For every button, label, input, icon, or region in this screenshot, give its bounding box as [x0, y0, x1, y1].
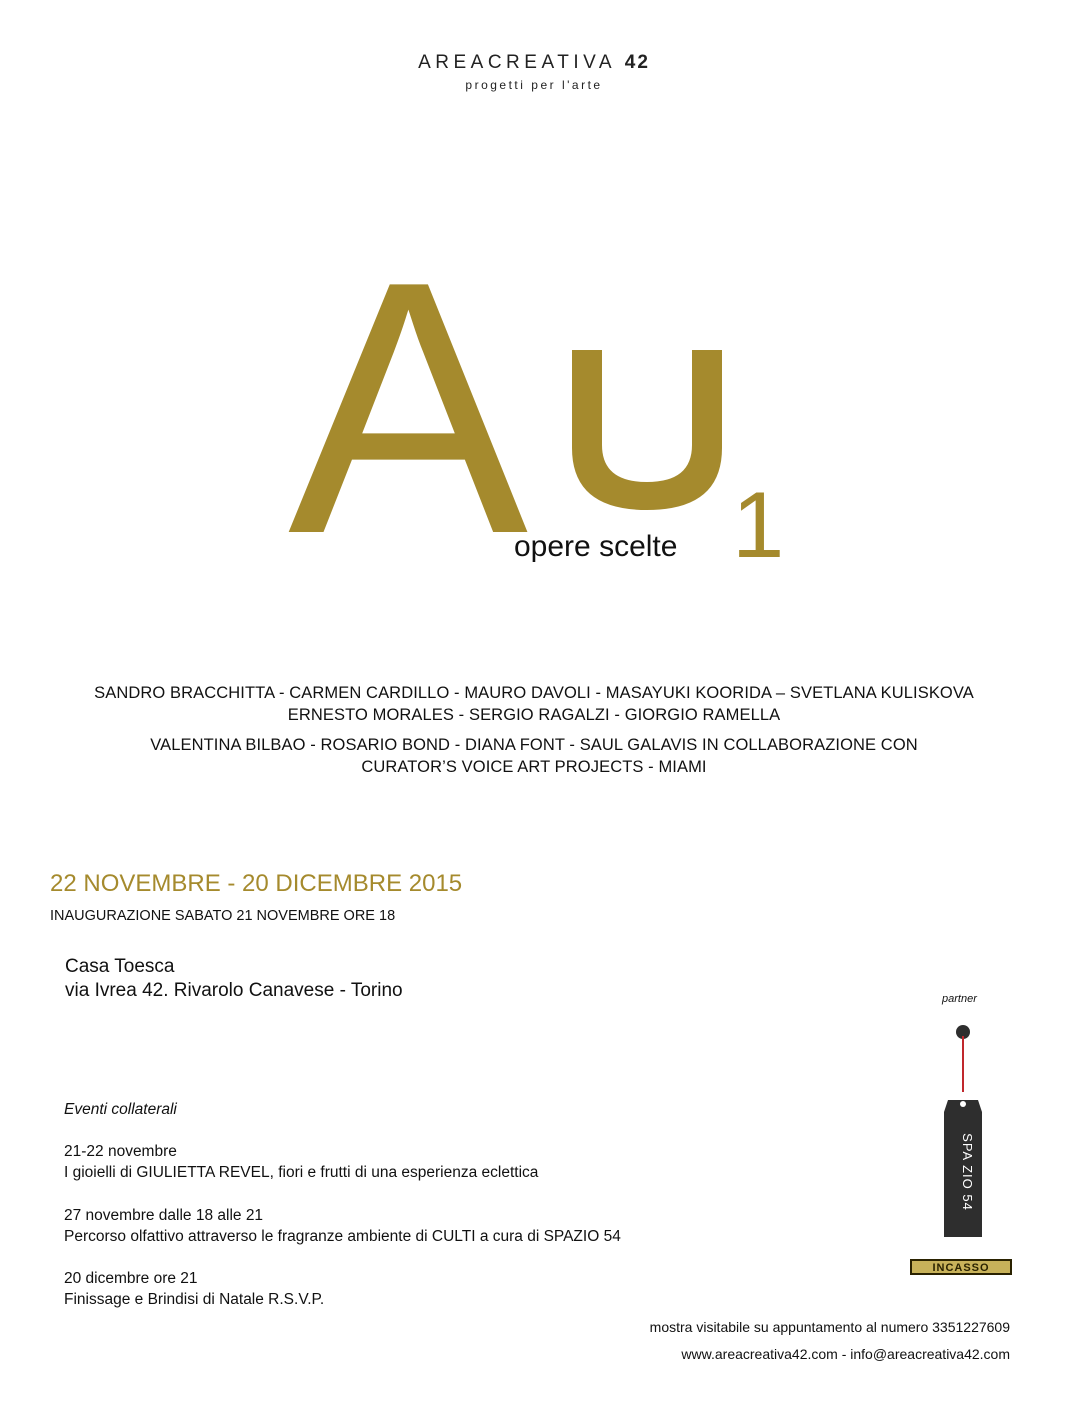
exhibition-dates: 22 NOVEMBRE - 20 DICEMBRE 2015: [50, 870, 463, 897]
artists-line: VALENTINA BILBAO - ROSARIO BOND - DIANA FONT - SAUL GALAVIS IN COLLABORAZIONE CON: [150, 736, 918, 754]
venue-address: via Ivrea 42. Rivarolo Canavese - Torino: [65, 980, 403, 1001]
artists-line: ERNESTO MORALES - SERGIO RAGALZI - GIORGIO RAMELLA: [287, 706, 781, 724]
svg-text:SPA ZIO 54: SPA ZIO 54: [960, 1133, 975, 1211]
subtitle: opere scelte: [514, 530, 678, 563]
logo-name-light: AREACREATIVA: [418, 52, 615, 73]
partner-label: partner: [942, 993, 977, 1005]
events-title: Eventi collaterali: [64, 1101, 177, 1118]
title-subscript: 1: [732, 472, 785, 577]
logo-tagline: progetti per l'arte: [465, 78, 603, 92]
spazio54-logo: [930, 1022, 1000, 1252]
title-letter-a: A: [288, 207, 523, 609]
event-description: Finissage e Brindisi di Natale R.S.V.P.: [64, 1291, 325, 1308]
artists-line: SANDRO BRACCHITTA - CARMEN CARDILLO - MAURO DAVOLI - MASAYUKI KOORIDA – SVETLANA KULISKOVA: [94, 684, 974, 702]
event-description: Percorso olfattivo attraverso le fragranze ambiente di CULTI a cura di SPAZIO 54: [64, 1228, 621, 1245]
incasso-logo: [910, 1258, 1012, 1281]
contact-info: mostra visitabile su appuntamento al numero 3351227609: [649, 1319, 1010, 1335]
svg-text:INCASSO: INCASSO: [932, 1262, 990, 1274]
logo-name: [0, 52, 1068, 74]
event-date: 27 novembre dalle 18 alle 21: [64, 1207, 264, 1224]
event-date: 20 dicembre ore 21: [64, 1270, 198, 1287]
venue-name: Casa Toesca: [65, 956, 175, 977]
website-email[interactable]: www.areacreativa42.com - info@areacreativa42.com: [681, 1346, 1010, 1362]
logo-name-number: 42: [624, 52, 650, 73]
title-letter-u: [572, 350, 722, 515]
event-date: 21-22 novembre: [64, 1143, 177, 1160]
artists-line: CURATOR’S VOICE ART PROJECTS - MIAMI: [361, 758, 707, 776]
event-description: I gioielli di GIULIETTA REVEL, fiori e frutti di una esperienza eclettica: [64, 1164, 539, 1181]
inauguration-info: INAUGURAZIONE SABATO 21 NOVEMBRE ORE 18: [50, 908, 396, 924]
